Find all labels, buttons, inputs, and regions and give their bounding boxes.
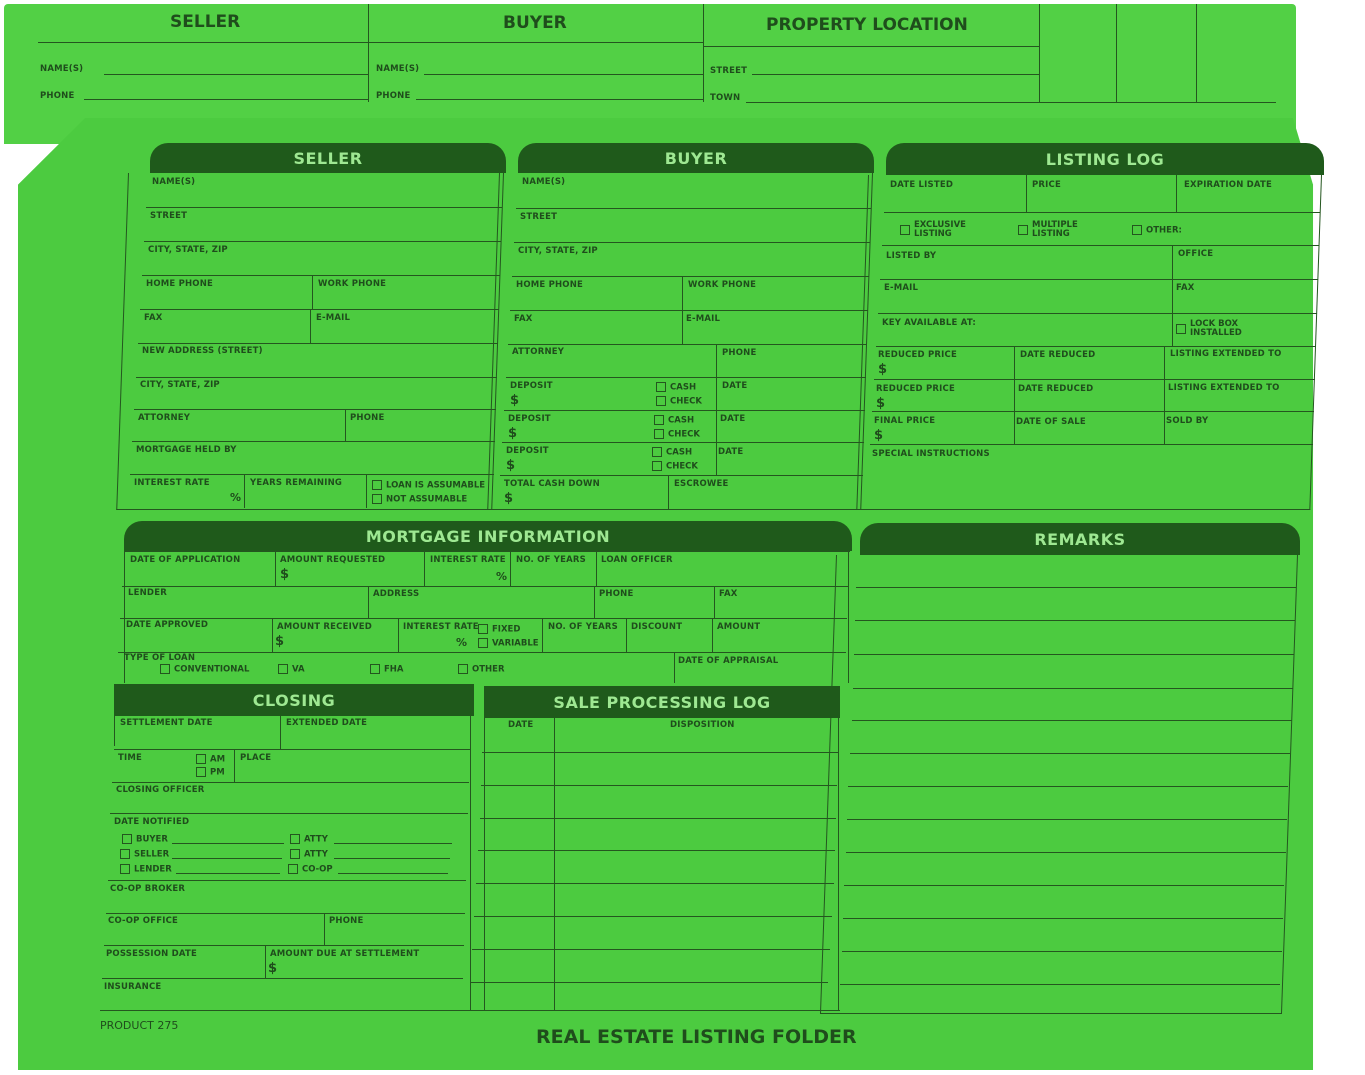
closing-time: TIME [118,753,143,763]
seller-street-label: STREET [150,211,188,221]
checkbox-icon [160,664,170,674]
closing-atty-1-checkbox[interactable]: ATTY [290,834,328,845]
seller-mortgage-label: MORTGAGE HELD BY [136,445,237,455]
listing-exclusive-checkbox[interactable]: EXCLUSIVE LISTING [900,221,966,239]
checkbox-icon [478,624,488,634]
listing-email-label: E-MAIL [884,283,919,293]
mortgage-address: ADDRESS [373,589,420,599]
listing-date-reduced-1: DATE REDUCED [1020,350,1096,360]
mortgage-va-checkbox[interactable]: VA [278,664,305,675]
sale-log-disposition: DISPOSITION [670,720,735,730]
closing-atty-2-checkbox[interactable]: ATTY [290,849,328,860]
buyer-header: BUYER [518,143,874,173]
seller-city-label: CITY, STATE, ZIP [148,245,228,255]
seller-interest-label: INTEREST RATE [134,478,210,488]
closing-header: CLOSING [114,684,474,716]
listing-reduced-1-dollar: $ [878,362,888,377]
listing-listed-by-label: LISTED BY [886,251,937,261]
buyer-street-label: STREET [520,212,558,222]
closing-settlement: SETTLEMENT DATE [120,718,213,728]
checkbox-icon [372,480,382,490]
buyer-deposit-3-dollar: $ [506,458,516,473]
buyer-attorney-label: ATTORNEY [512,347,565,357]
mortgage-amount: AMOUNT [717,622,761,632]
mortgage-type: TYPE OF LOAN [124,653,196,663]
listing-final-price: FINAL PRICE [874,416,936,426]
mortgage-years: NO. OF YEARS [516,555,586,565]
buyer-names-label: NAME(S) [522,177,566,187]
tab-seller-phone-label: PHONE [40,91,75,101]
buyer-deposit-2-label: DEPOSIT [508,414,551,424]
closing-possession: POSSESSION DATE [106,949,198,959]
closing-pm-checkbox[interactable]: PM [196,767,225,778]
closing-coop-broker: CO-OP BROKER [110,884,186,894]
seller-percent: % [230,491,242,504]
checkbox-icon [1176,324,1186,334]
closing-amount-due: AMOUNT DUE AT SETTLEMENT [270,949,420,959]
seller-years-label: YEARS REMAINING [250,478,343,488]
listing-extended-1: LISTING EXTENDED TO [1170,349,1282,359]
buyer-deposit-3-cash[interactable]: CASH [652,447,692,458]
listing-expiration-label: EXPIRATION DATE [1184,180,1273,190]
tab-buyer-title: BUYER [503,13,567,33]
listing-extended-2: LISTING EXTENDED TO [1168,383,1280,393]
listing-date-reduced-2: DATE REDUCED [1018,384,1094,394]
checkbox-icon [652,461,662,471]
listing-special-label: SPECIAL INSTRUCTIONS [872,449,990,459]
seller-attorney-label: ATTORNEY [138,413,191,423]
buyer-fax-label: FAX [514,314,533,324]
seller-phone-label: PHONE [350,413,385,423]
buyer-deposit-1-cash[interactable]: CASH [656,382,696,393]
buyer-deposit-1-dollar: $ [510,393,520,408]
tab-town-label: TOWN [710,93,741,103]
mortgage-recv-dollar: $ [275,634,285,649]
seller-not-assumable-checkbox[interactable]: NOT ASSUMABLE [372,494,467,505]
closing-phone: PHONE [329,916,364,926]
mortgage-interest-2: INTEREST RATE [403,622,479,632]
checkbox-icon [1132,225,1142,235]
closing-coop-office: CO-OP OFFICE [108,916,179,926]
closing-insurance: INSURANCE [104,982,162,992]
tab-buyer-name-label: NAME(S) [376,64,420,74]
listing-multiple-checkbox[interactable]: MULTIPLE LISTING [1018,221,1078,239]
mortgage-phone: PHONE [599,589,634,599]
checkbox-icon [196,767,206,777]
tab-seller-name-label: NAME(S) [40,64,84,74]
listing-final-dollar: $ [874,428,884,443]
mortgage-amount-req: AMOUNT REQUESTED [280,555,386,565]
checkbox-icon [654,429,664,439]
remarks-header: REMARKS [860,523,1300,555]
buyer-total-dollar: $ [504,491,514,506]
checkbox-icon [122,834,132,844]
buyer-deposit-3-date: DATE [718,447,744,457]
listing-price-label: PRICE [1032,180,1061,190]
mortgage-date-appraisal: DATE OF APPRAISAL [678,656,779,666]
closing-place: PLACE [240,753,272,763]
buyer-deposit-2-cash[interactable]: CASH [654,415,694,426]
buyer-city-label: CITY, STATE, ZIP [518,246,598,256]
checkbox-icon [652,447,662,457]
listing-office-label: OFFICE [1178,249,1214,259]
listing-sold-by: SOLD BY [1166,416,1209,426]
seller-new-address-label: NEW ADDRESS (STREET) [142,346,263,356]
listing-date-sale: DATE OF SALE [1016,417,1086,427]
closing-buyer-checkbox[interactable]: BUYER [122,834,168,845]
mortgage-interest-percent: % [496,570,508,583]
seller-email-label: E-MAIL [316,313,351,323]
buyer-total-cash-label: TOTAL CASH DOWN [504,479,600,489]
tab-street-label: STREET [710,66,748,76]
closing-coop-checkbox[interactable]: CO-OP [288,864,333,875]
buyer-deposit-1-check[interactable]: CHECK [656,396,702,407]
buyer-deposit-2-check[interactable]: CHECK [654,429,700,440]
listing-reduced-2-dollar: $ [876,396,886,411]
closing-extended: EXTENDED DATE [286,718,368,728]
checkbox-icon [290,834,300,844]
checkbox-icon [278,664,288,674]
footer-title: REAL ESTATE LISTING FOLDER [536,1026,857,1048]
checkbox-icon [656,382,666,392]
listing-date-label: DATE LISTED [890,180,954,190]
listing-fax-label: FAX [1176,283,1195,293]
checkbox-icon [290,849,300,859]
mortgage-date-approved: DATE APPROVED [126,620,209,630]
checkbox-icon [458,664,468,674]
closing-am-checkbox[interactable]: AM [196,754,225,765]
buyer-deposit-3-check[interactable]: CHECK [652,461,698,472]
mortgage-amount-recv: AMOUNT RECEIVED [277,622,373,632]
mortgage-fax: FAX [719,589,738,599]
buyer-email-label: E-MAIL [686,314,721,324]
checkbox-icon [656,396,666,406]
mortgage-fha-checkbox[interactable]: FHA [370,664,404,675]
buyer-deposit-2-dollar: $ [508,426,518,441]
listing-other-checkbox[interactable]: OTHER: [1132,225,1182,236]
buyer-phone-label: PHONE [722,348,757,358]
buyer-work-phone-label: WORK PHONE [688,280,757,290]
tab-property-title: PROPERTY LOCATION [766,15,968,35]
checkbox-icon [1018,225,1028,235]
checkbox-icon [654,415,664,425]
mortgage-fixed-checkbox[interactable]: FIXED [478,624,520,635]
buyer-deposit-1-label: DEPOSIT [510,381,553,391]
closing-due-dollar: $ [268,961,278,976]
mortgage-loan-officer: LOAN OFFICER [601,555,673,565]
mortgage-conventional-checkbox[interactable]: CONVENTIONAL [160,664,249,675]
listing-header: LISTING LOG [886,143,1324,175]
checkbox-icon [370,664,380,674]
checkbox-icon [372,494,382,504]
seller-names-label: NAME(S) [152,177,196,187]
listing-lockbox-checkbox[interactable]: LOCK BOX INSTALLED [1176,320,1242,338]
sale-log-date: DATE [508,720,534,730]
buyer-box [487,173,873,510]
checkbox-icon [120,849,130,859]
listing-reduced-price-1: REDUCED PRICE [878,350,957,360]
checkbox-icon [900,225,910,235]
mortgage-years-2: NO. OF YEARS [548,622,618,632]
tab-buyer-phone-label: PHONE [376,91,411,101]
mortgage-interest-2-percent: % [456,636,468,649]
mortgage-other-checkbox[interactable]: OTHER [458,664,505,675]
listing-key-label: KEY AVAILABLE AT: [882,318,976,328]
sale-log-header: SALE PROCESSING LOG [484,686,840,718]
seller-new-city-label: CITY, STATE, ZIP [140,380,220,390]
closing-officer: CLOSING OFFICER [116,785,205,795]
checkbox-icon [120,864,130,874]
listing-reduced-price-2: REDUCED PRICE [876,384,955,394]
mortgage-req-dollar: $ [280,567,290,582]
closing-seller-checkbox[interactable]: SELLER [120,849,169,860]
buyer-deposit-2-date: DATE [720,414,746,424]
checkbox-icon [288,864,298,874]
seller-header: SELLER [150,143,506,173]
seller-assumable-checkbox[interactable]: LOAN IS ASSUMABLE [372,480,485,491]
mortgage-interest: INTEREST RATE [430,555,506,565]
mortgage-variable-checkbox[interactable]: VARIABLE [478,638,539,649]
buyer-deposit-3-label: DEPOSIT [506,446,549,456]
seller-work-phone-label: WORK PHONE [318,279,387,289]
tab-seller-title: SELLER [170,12,241,32]
checkbox-icon [478,638,488,648]
checkbox-icon [196,754,206,764]
seller-fax-label: FAX [144,313,163,323]
buyer-escrowee-label: ESCROWEE [674,479,729,489]
mortgage-header: MORTGAGE INFORMATION [124,521,852,551]
closing-lender-checkbox[interactable]: LENDER [120,864,172,875]
buyer-home-phone-label: HOME PHONE [516,280,584,290]
mortgage-discount: DISCOUNT [631,622,683,632]
buyer-deposit-1-date: DATE [722,381,748,391]
mortgage-lender: LENDER [128,588,167,598]
remarks-box [820,555,1298,1014]
footer-product: PRODUCT 275 [100,1019,179,1032]
seller-home-phone-label: HOME PHONE [146,279,214,289]
mortgage-date-app: DATE OF APPLICATION [130,555,241,565]
closing-notified: DATE NOTIFIED [114,817,190,827]
